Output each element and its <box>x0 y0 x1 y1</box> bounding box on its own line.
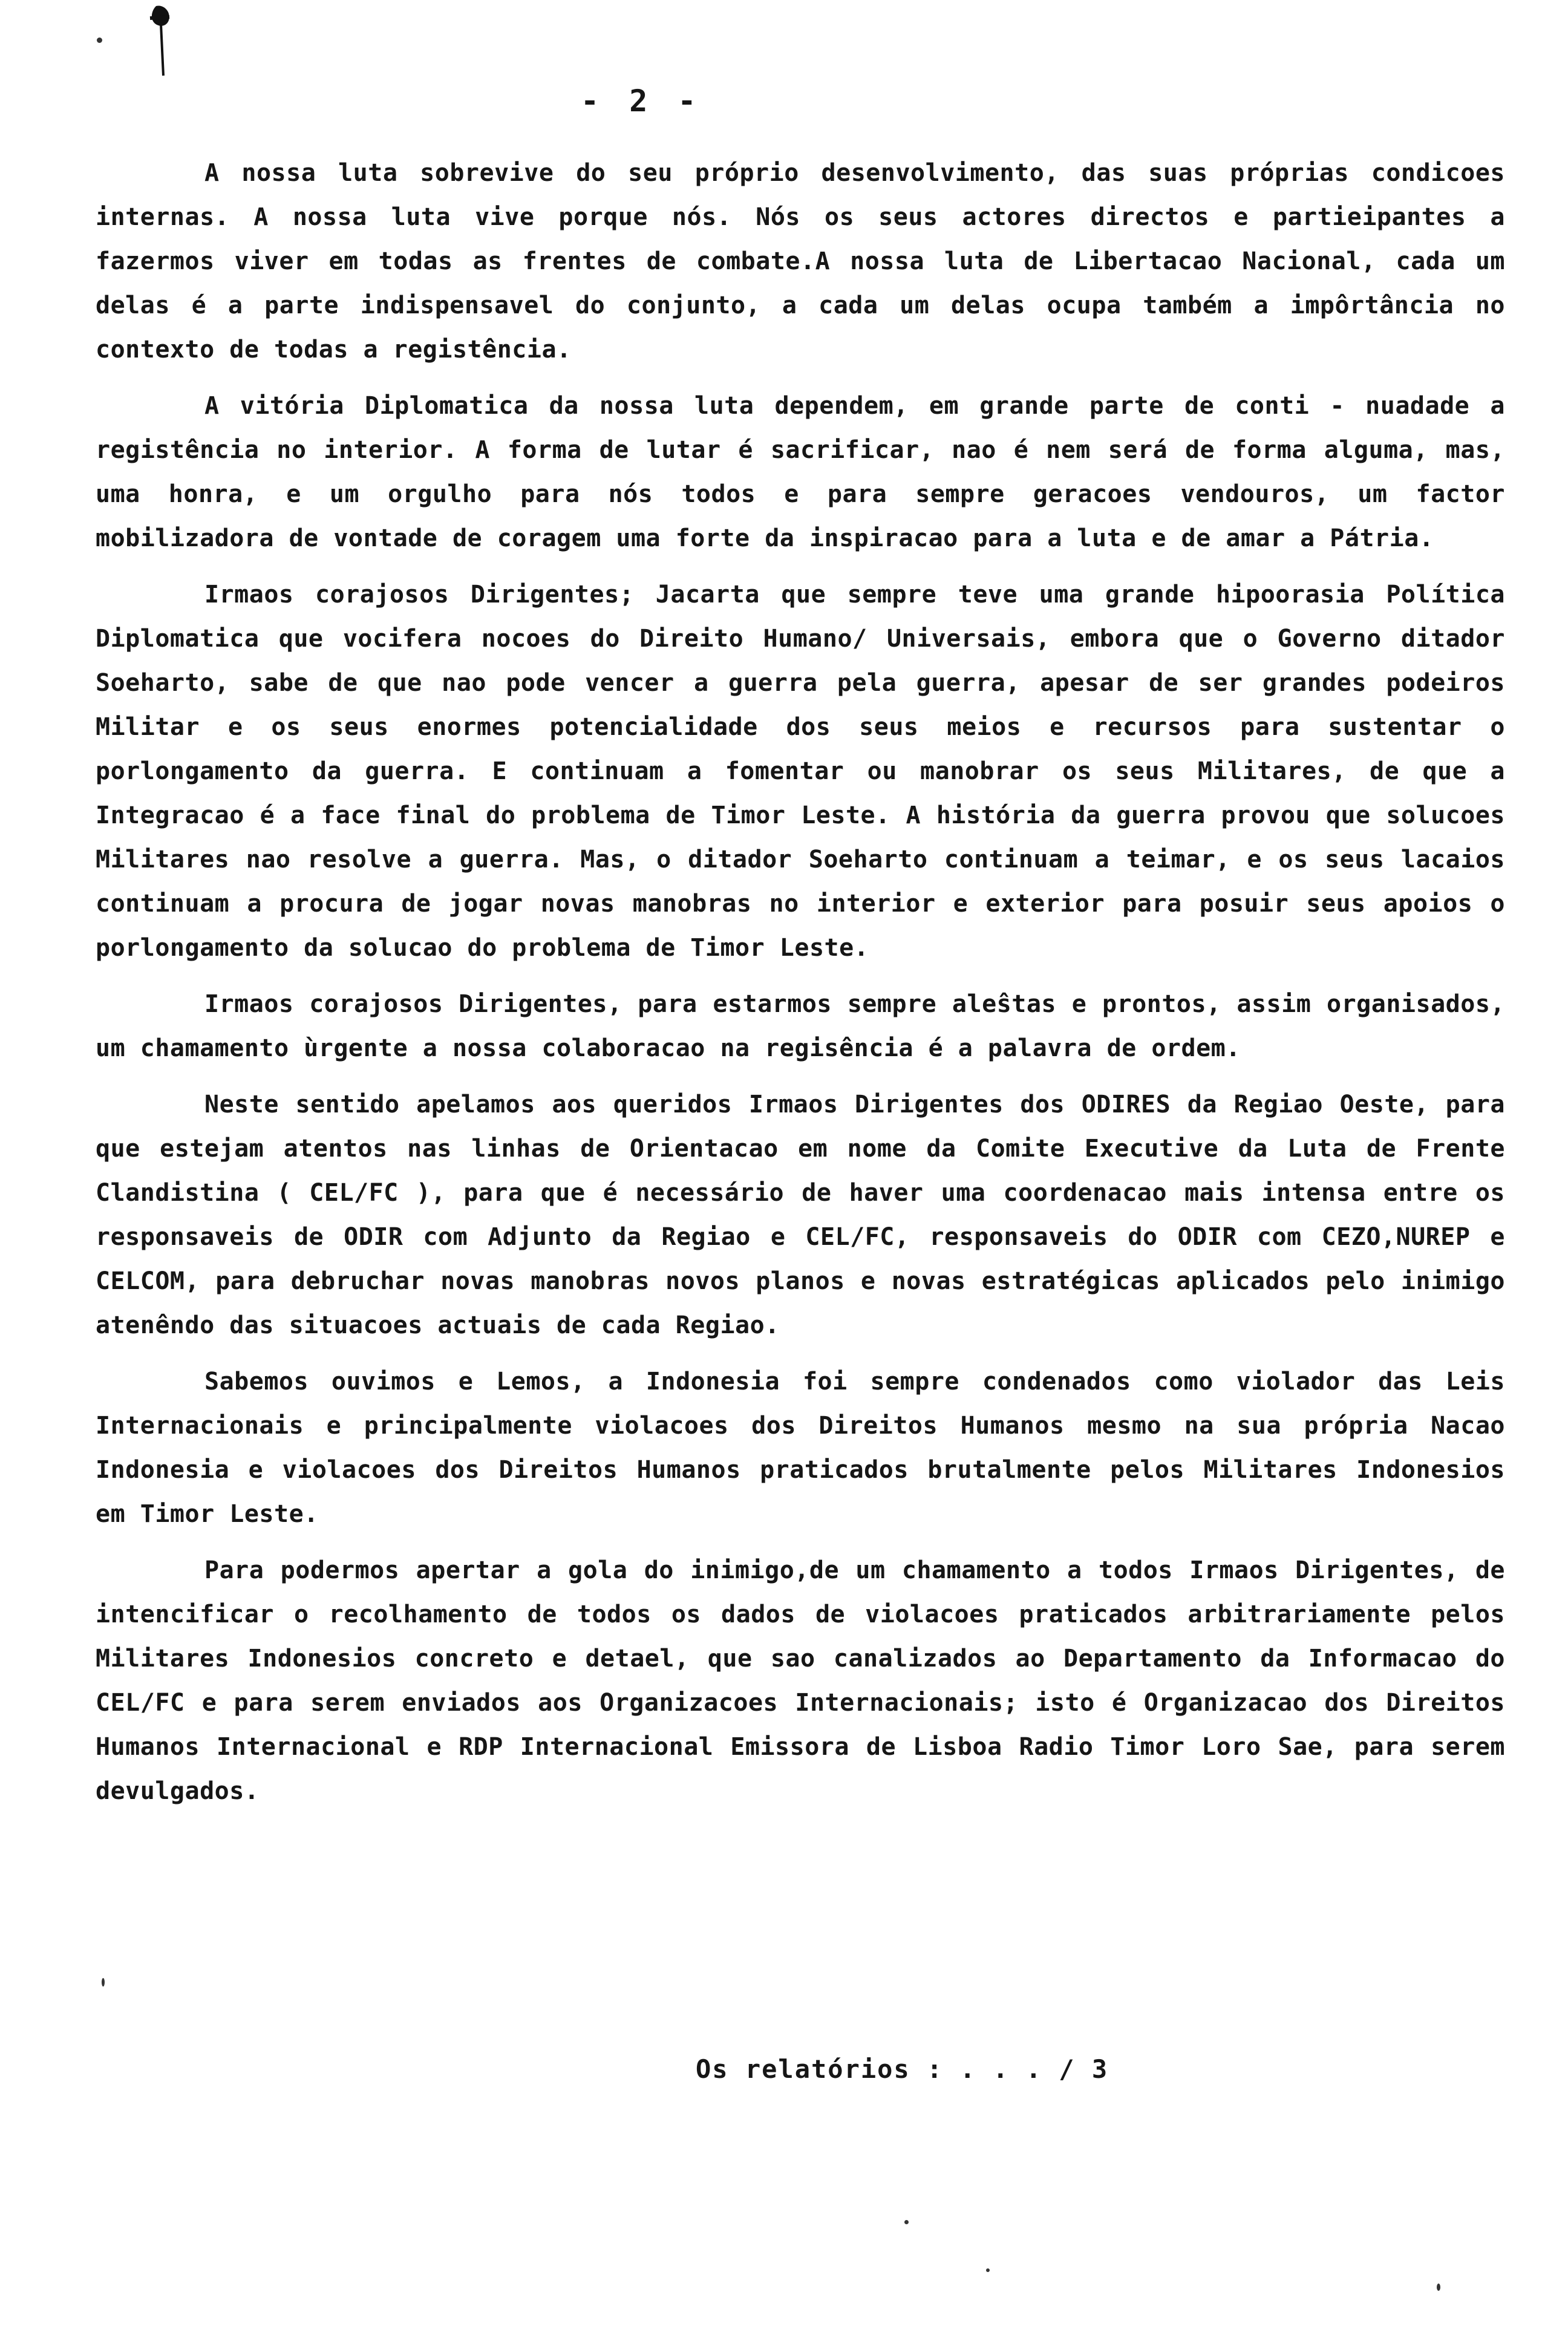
paragraph: Irmaos corajosos Dirigentes; Jacarta que sempre teve uma grande hipoorasia Política Diplomatica que vocifera nocoes do Direito Humano/ Universais, embora que o Governo ditador Soeharto, sabe de que nao pode vencer a guerra pela guerra, apesar de ser grandes podeiros Militar e os seus enormes potencialidade dos seus meios e recursos para sustentar o porlongamento da guerra. E continuam a fomentar ou manobrar os seus Militares, de que a Integracao é a face final do problema de Timor Leste. A história da guerra provou que solucoes Militares nao resolve a guerra. Mas, o ditador Soeharto continuam a teimar, e os seus lacaios continuam a procura de jogar novas manobras no interior e exterior para posuir seus apoios o porlongamento da solucao do problema de Timor Leste. <box>96 581 1505 962</box>
paragraph: Sabemos ouvimos e Lemos, a Indonesia foi sempre condenados como violador das Leis Internacionais e principalmente violacoes dos Direitos Humanos mesmo na sua própria Nacao Indonesia e violacoes dos Direitos Humanos praticados brutalmente pelos Militares Indonesios em Timor Leste. <box>96 1368 1505 1528</box>
paragraph: Para podermos apertar a gola do inimigo,de um chamamento a todos Irmaos Dirigentes, de intencificar o recolhamento de todos os dados de violacoes praticados arbitrariamente pelos Militares Indonesios concreto e detael, que sao canalizados ao Departamento da Informacao do CEL/FC e para serem enviados aos Organizacoes Internacionais; isto é Organizacao dos Direitos Humanos Internacional e RDP Internacional Emissora de Lisboa Radio Timor Loro Sae, para serem devulgados. <box>96 1556 1505 1805</box>
speck-mark <box>904 2220 909 2224</box>
body-text <box>96 151 1505 1826</box>
continuation-reference: Os relatórios : . . . / 3 <box>696 2054 1109 2084</box>
speck-mark <box>97 38 102 43</box>
paragraph: A vitória Diplomatica da nossa luta dependem, em grande parte de conti - nuadade a registência no interior. A forma de lutar é sacrificar, nao é nem será de forma alguma, mas, uma honra, e um orgulho para nós todos e para sempre geracoes vendouros, um factor mobilizadora de vontade de coragem uma forte da inspiracao para a luta e de amar a Pátria. <box>96 392 1505 552</box>
page-number: - 2 - <box>581 83 702 119</box>
ink-mark <box>132 0 186 79</box>
paragraph: Neste sentido apelamos aos queridos Irmaos Dirigentes dos ODIRES da Regiao Oeste, para que estejam atentos nas linhas de Orientacao em nome da Comite Executive da Luta de Frente Clandistina ( CEL/FC ), para que é necessário de haver uma coordenacao mais intensa entre os responsaveis de ODIR com Adjunto da Regiao e CEL/FC, responsaveis do ODIR com CEZO,NUREP e CELCOM, para debruchar novas manobras novos planos e novas estratégicas aplicados pelo inimigo atenêndo das situacoes actuais de cada Regiao. <box>96 1091 1505 1339</box>
speck-mark <box>1437 2284 1440 2291</box>
speck-mark <box>102 1978 105 1987</box>
paragraph: A nossa luta sobrevive do seu próprio desenvolvimento, das suas próprias condicoes internas. A nossa luta vive porque nós. Nós os seus actores directos e partieipantes a fazermos viver em todas as frentes de combate.A nossa luta de Libertacao Nacional, cada um delas é a parte indispensavel do conjunto, a cada um delas ocupa também a impôrtância no contexto de todas a registência. <box>96 159 1505 364</box>
paragraph: Irmaos corajosos Dirigentes, para estarmos sempre aleŝtas e prontos, assim organisados, um chamamento ùrgente a nossa colaboracao na regisência é a palavra de ordem. <box>96 990 1505 1062</box>
speck-mark <box>986 2268 990 2272</box>
